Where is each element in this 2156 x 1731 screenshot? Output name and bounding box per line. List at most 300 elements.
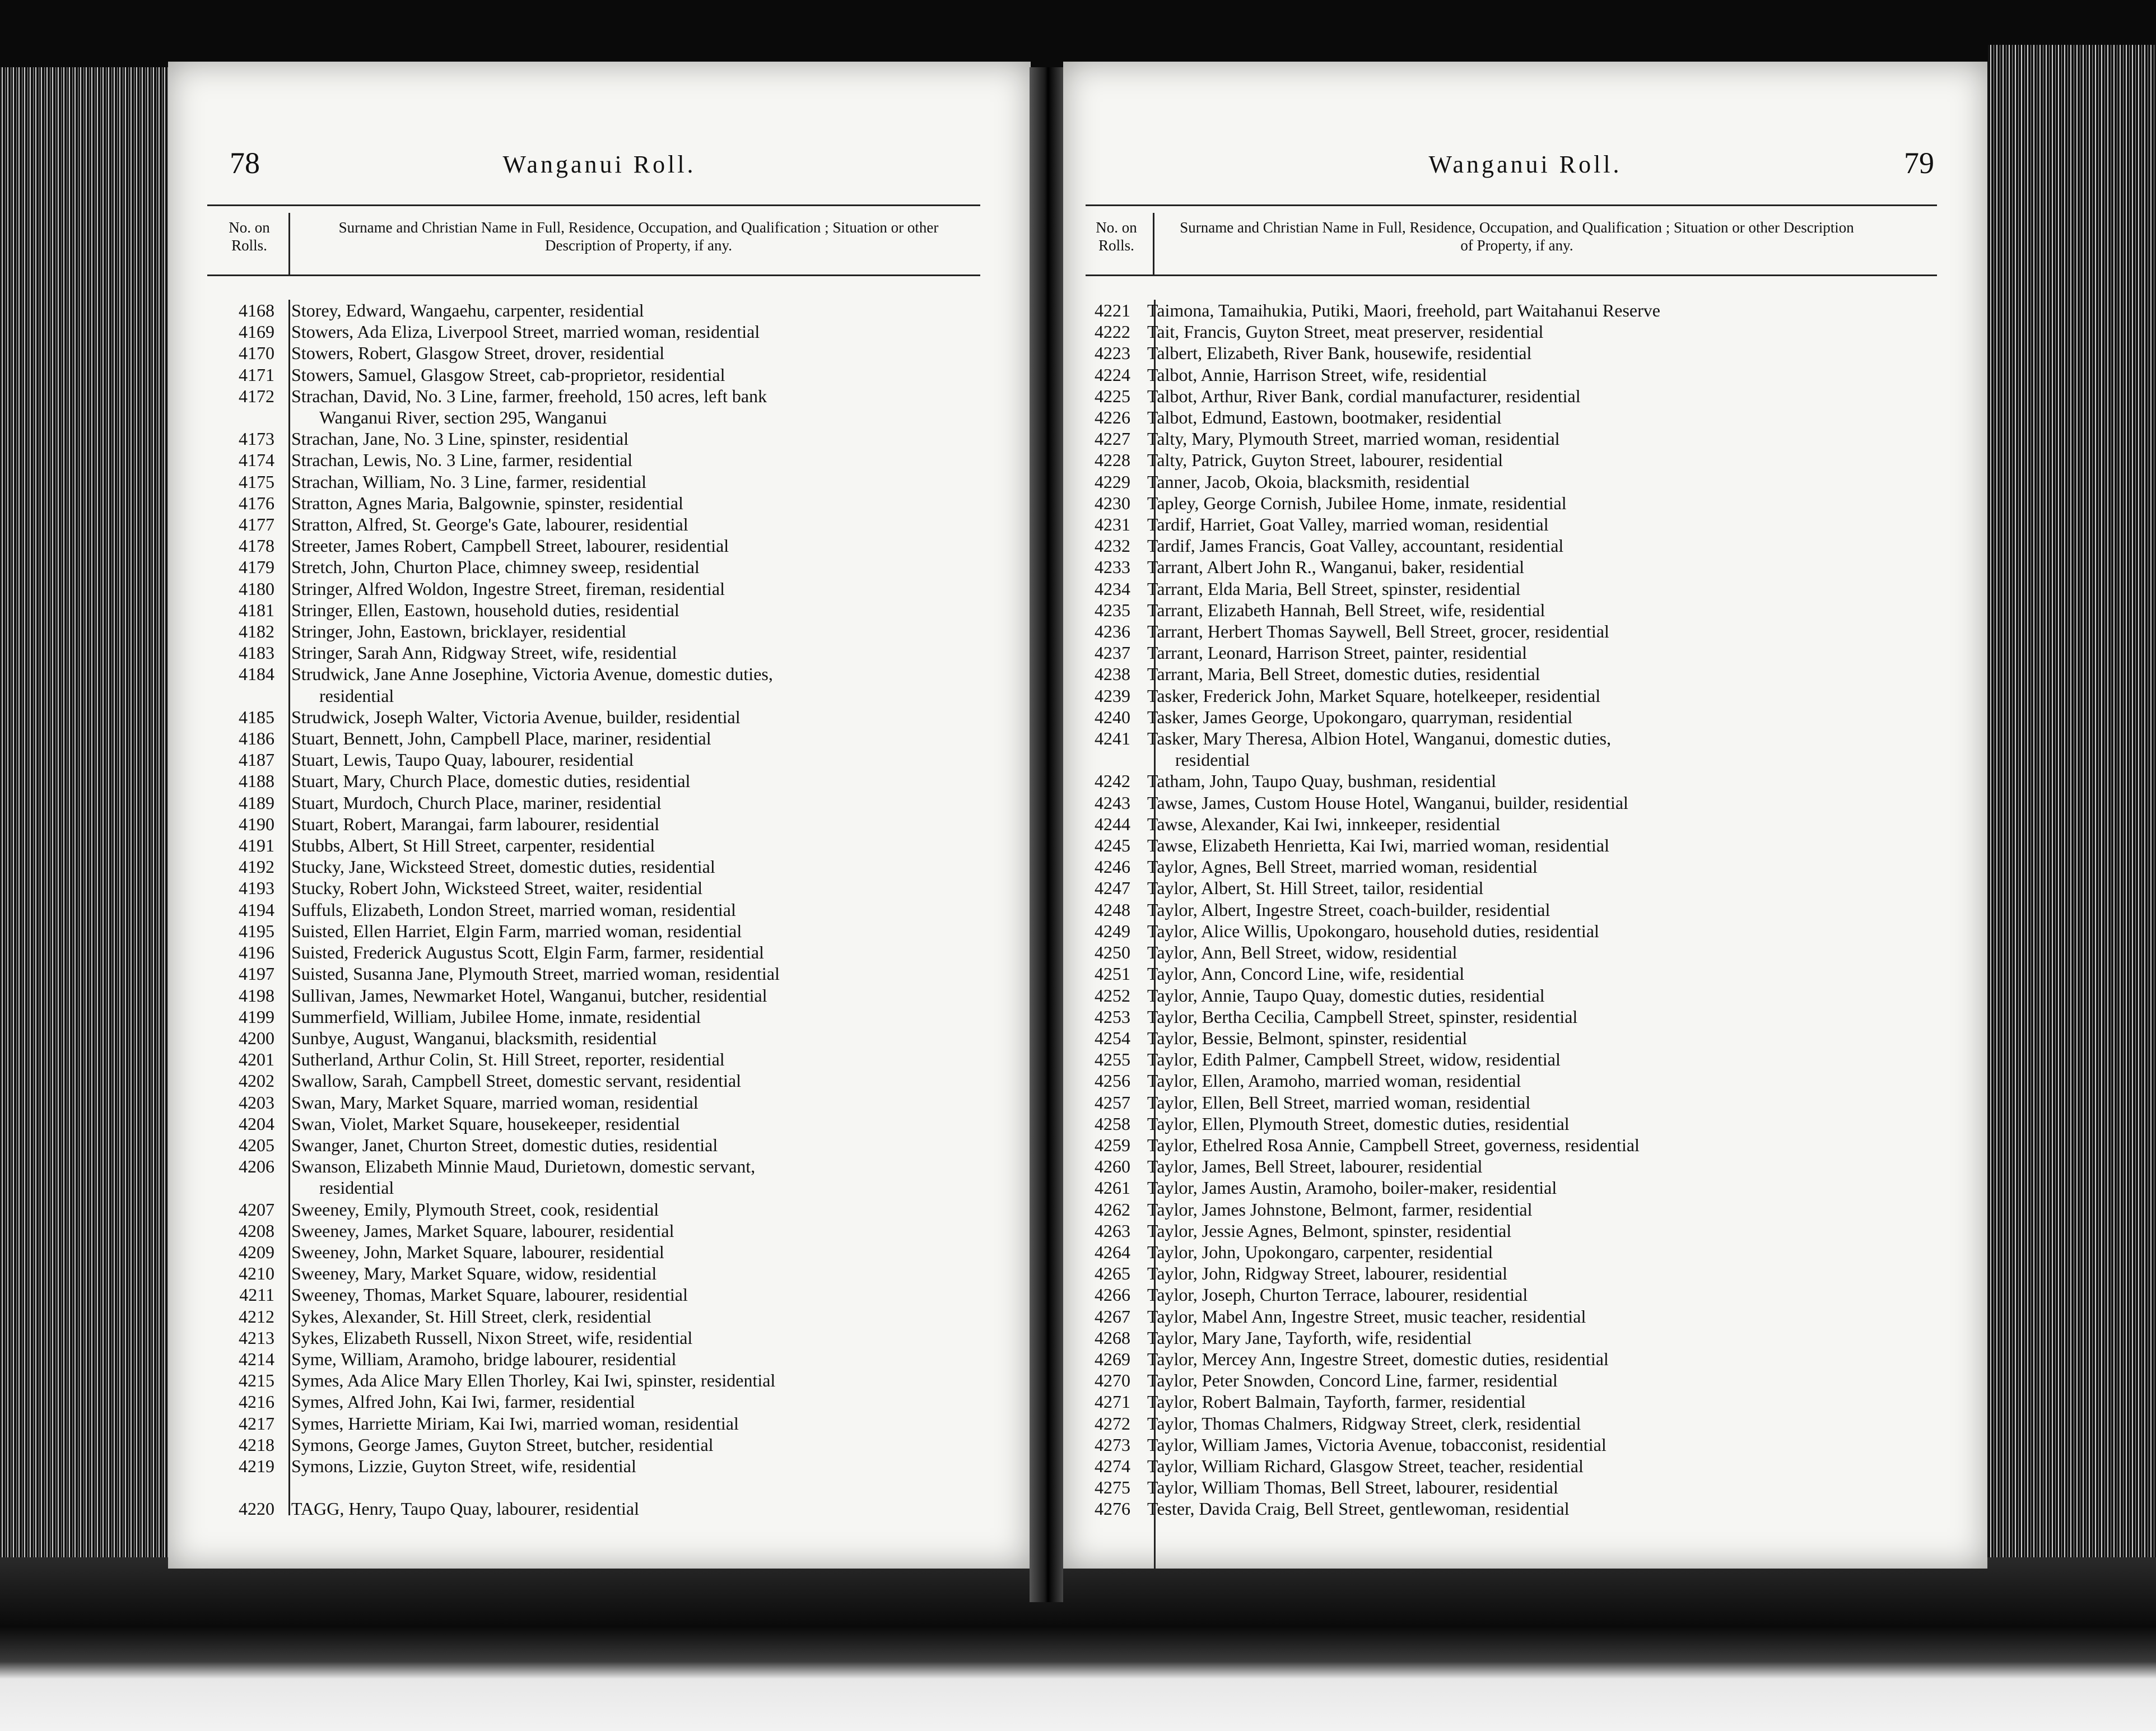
list-item <box>1063 792 1987 813</box>
list-item <box>1063 1220 1987 1241</box>
entry-text <box>291 385 1031 428</box>
entry-line: Strachan, David, No. 3 Line, farmer, freehold, 150 acres, left bank <box>291 385 767 406</box>
entry-line: TAGG, Henry, Taupo Quay, labourer, residential <box>291 1499 639 1519</box>
entry-line: Symons, George James, Guyton Street, butcher, residential <box>291 1434 714 1455</box>
entry-line: Taylor, John, Ridgway Street, labourer, residential <box>1147 1263 1508 1284</box>
entry-line: Tawse, Alexander, Kai Iwi, innkeeper, residential <box>1147 813 1501 834</box>
entry-text <box>1147 599 1987 621</box>
roll-number: 4246 <box>1095 857 1130 877</box>
entry-line: Stuart, Mary, Church Place, domestic duties, residential <box>291 771 691 792</box>
roll-number: 4225 <box>1095 385 1130 406</box>
entry-text <box>1147 556 1987 578</box>
list-item <box>207 385 1031 428</box>
entry-text <box>291 1391 1031 1412</box>
roll-number: 4258 <box>1095 1113 1130 1134</box>
entry-line: Tatham, John, Taupo Quay, bushman, residential <box>1147 771 1496 792</box>
entry-line: Stowers, Ada Eliza, Liverpool Street, married woman, residential <box>291 322 760 342</box>
entry-line: Tarrant, Elda Maria, Bell Street, spinster, residential <box>1147 578 1521 599</box>
roll-number: 4181 <box>239 599 274 620</box>
roll-number: 4228 <box>1095 450 1130 471</box>
column-header <box>1086 218 1937 263</box>
roll-number: 4260 <box>1095 1156 1130 1177</box>
entry-line: Talbert, Elizabeth, River Bank, housewife, residential <box>1147 343 1532 364</box>
list-item <box>1063 492 1987 514</box>
entry-line: Taylor, Agnes, Bell Street, married woman, residential <box>1147 857 1538 877</box>
entry-line: Taylor, William James, Victoria Avenue, tobacconist, residential <box>1147 1434 1606 1455</box>
list-item <box>1063 578 1987 599</box>
entry-text <box>1147 899 1987 920</box>
roll-number: 4217 <box>239 1413 274 1434</box>
roll-number: 4176 <box>239 492 274 513</box>
column-header-description: Surname and Christian Name in Full, Residence, Occupation, and Qualification ; Situation or other Description of Property, if any. <box>338 219 939 254</box>
entry-text <box>1147 621 1987 642</box>
entry-line: Tester, Davida Craig, Bell Street, gentlewoman, residential <box>1147 1499 1570 1519</box>
entry-text <box>1147 364 1987 385</box>
list-item <box>1063 1113 1987 1134</box>
entry-text <box>1147 1498 1987 1519</box>
entry-text <box>1147 1199 1987 1220</box>
entry-text <box>291 1220 1031 1241</box>
entry-text <box>291 556 1031 578</box>
entry-line: Sunbye, August, Wanganui, blacksmith, residential <box>291 1027 657 1048</box>
book-spine <box>1030 67 1063 1602</box>
entry-text <box>291 642 1031 663</box>
list-item <box>207 1498 1031 1519</box>
entry-line: Sullivan, James, Newmarket Hotel, Wanganui, butcher, residential <box>291 985 767 1006</box>
roll-number: 4261 <box>1095 1178 1130 1198</box>
roll-number: 4240 <box>1095 706 1130 727</box>
entry-text <box>291 877 1031 899</box>
roll-number: 4222 <box>1095 322 1130 342</box>
list-item <box>1063 342 1987 364</box>
list-item <box>1063 1070 1987 1091</box>
list-item <box>1063 770 1987 792</box>
entry-line: Stuart, Murdoch, Church Place, mariner, residential <box>291 792 662 813</box>
roll-number: 4238 <box>1095 664 1130 685</box>
entry-line: Stringer, Alfred Woldon, Ingestre Street, fireman, residential <box>291 578 725 599</box>
list-item <box>207 1306 1031 1327</box>
roll-number: 4206 <box>239 1156 274 1177</box>
entry-text <box>1147 300 1987 321</box>
roll-number: 4168 <box>239 300 274 320</box>
roll-number: 4273 <box>1095 1434 1130 1455</box>
entry-line: Sweeney, Mary, Market Square, widow, residential <box>291 1263 657 1284</box>
entry-line: Tawse, James, Custom House Hotel, Wanganui, builder, residential <box>1147 792 1628 813</box>
roll-number: 4264 <box>1095 1241 1130 1262</box>
roll-number: 4196 <box>239 942 274 963</box>
entry-text <box>1147 920 1987 942</box>
list-item <box>207 1391 1031 1412</box>
entry-text <box>291 1306 1031 1327</box>
entry-text <box>291 1498 1031 1519</box>
roll-number: 4259 <box>1095 1134 1130 1155</box>
entry-text <box>1147 449 1987 471</box>
page-edges-right <box>1988 45 2156 1591</box>
page-header <box>168 146 1031 190</box>
roll-number: 4248 <box>1095 899 1130 920</box>
list-item <box>207 663 1031 706</box>
entry-text <box>291 428 1031 449</box>
entry-text <box>291 1327 1031 1348</box>
entry-line: Taylor, Mary Jane, Tayforth, wife, residential <box>1147 1327 1472 1348</box>
entry-text <box>1147 492 1987 514</box>
column-header-number: No. on Rolls. <box>1096 219 1137 254</box>
entry-line: Tait, Francis, Guyton Street, meat preserver, residential <box>1147 322 1544 342</box>
column-header <box>207 218 980 263</box>
entry-text <box>1147 1027 1987 1049</box>
list-item <box>207 1199 1031 1220</box>
entry-text <box>291 1370 1031 1391</box>
entry-line: Sykes, Alexander, St. Hill Street, clerk, residential <box>291 1306 652 1327</box>
entry-text <box>1147 1241 1987 1263</box>
entry-text <box>291 856 1031 877</box>
entry-line: Stubbs, Albert, St Hill Street, carpenter, residential <box>291 835 655 856</box>
entry-line: Talty, Mary, Plymouth Street, married woman, residential <box>1147 429 1560 449</box>
entry-text <box>291 1413 1031 1434</box>
entry-line: Taylor, Bessie, Belmont, spinster, residential <box>1147 1027 1468 1048</box>
entry-line: Swanson, Elizabeth Minnie Maud, Durietown, domestic servant, <box>291 1156 756 1177</box>
roll-number: 4252 <box>1095 985 1130 1006</box>
list-item <box>207 877 1031 899</box>
entry-text <box>1147 792 1987 813</box>
entry-line: Talbot, Arthur, River Bank, cordial manufacturer, residential <box>1147 385 1581 406</box>
list-item <box>1063 556 1987 578</box>
list-item <box>207 1348 1031 1370</box>
entry-text <box>291 1006 1031 1027</box>
entry-text <box>1147 728 1987 770</box>
entry-line: Strachan, Lewis, No. 3 Line, farmer, residential <box>291 450 633 471</box>
column-divider <box>288 213 290 274</box>
entry-text <box>291 728 1031 749</box>
roll-number: 4266 <box>1095 1285 1130 1305</box>
entry-continuation: Wanganui River, section 295, Wanganui <box>319 407 607 428</box>
entry-line: Stringer, Ellen, Eastown, household duties, residential <box>291 599 679 620</box>
list-item <box>207 1241 1031 1263</box>
roll-number: 4223 <box>1095 343 1130 364</box>
entry-text <box>291 514 1031 535</box>
roll-number: 4183 <box>239 643 274 663</box>
entry-line: Tawse, Elizabeth Henrietta, Kai Iwi, married woman, residential <box>1147 835 1609 856</box>
entry-text <box>291 1199 1031 1220</box>
roll-number: 4171 <box>239 364 274 385</box>
entry-line: Taylor, Robert Balmain, Tayforth, farmer, residential <box>1147 1392 1526 1412</box>
entry-list <box>1063 300 1987 1520</box>
entry-text <box>291 1263 1031 1284</box>
entry-text <box>1147 1070 1987 1091</box>
entry-text <box>1147 1306 1987 1327</box>
roll-number: 4188 <box>239 771 274 792</box>
list-item <box>207 963 1031 984</box>
roll-number: 4242 <box>1095 771 1130 792</box>
list-item <box>207 556 1031 578</box>
entry-line: Tarrant, Elizabeth Hannah, Bell Street, wife, residential <box>1147 599 1545 620</box>
entry-text <box>1147 578 1987 599</box>
entry-line: Sweeney, Thomas, Market Square, labourer, residential <box>291 1285 688 1305</box>
roll-number: 4256 <box>1095 1071 1130 1091</box>
entry-text <box>1147 1348 1987 1370</box>
list-item <box>1063 471 1987 492</box>
entry-line: Tarrant, Albert John R., Wanganui, baker, residential <box>1147 557 1525 578</box>
entry-line: Stratton, Alfred, St. George's Gate, labourer, residential <box>291 514 688 535</box>
entry-text <box>1147 1263 1987 1284</box>
list-item <box>1063 1006 1987 1027</box>
column-header-rule <box>1086 274 1937 276</box>
header-rule <box>207 204 980 206</box>
list-item <box>207 1220 1031 1241</box>
book-bottom-edge <box>0 1557 2156 1731</box>
entry-line: Stuart, Robert, Marangai, farm labourer, residential <box>291 813 660 834</box>
entry-continuation: residential <box>319 1178 394 1198</box>
entry-line: Tasker, Mary Theresa, Albion Hotel, Wanganui, domestic duties, <box>1147 728 1612 749</box>
list-item <box>1063 1049 1987 1070</box>
roll-number: 4235 <box>1095 599 1130 620</box>
entry-text <box>1147 1327 1987 1348</box>
list-item <box>207 835 1031 856</box>
entry-line: Stowers, Samuel, Glasgow Street, cab-proprietor, residential <box>291 364 725 385</box>
list-item <box>1063 642 1987 663</box>
roll-number: 4219 <box>239 1455 274 1476</box>
entry-line: Storey, Edward, Wangaehu, carpenter, residential <box>291 300 644 320</box>
entry-line: Taylor, John, Upokongaro, carpenter, residential <box>1147 1241 1493 1262</box>
page-edges-left <box>0 67 179 1591</box>
list-item <box>207 1370 1031 1391</box>
entry-line: Stringer, John, Eastown, bricklayer, residential <box>291 621 627 642</box>
entry-text <box>291 749 1031 770</box>
entry-text <box>291 1455 1031 1477</box>
roll-number: 4193 <box>239 878 274 899</box>
entry-line: Taylor, Ellen, Bell Street, married woman, residential <box>1147 1092 1531 1113</box>
entry-line: Strachan, William, No. 3 Line, farmer, residential <box>291 471 646 492</box>
list-item <box>207 770 1031 792</box>
column-header-rule <box>207 274 980 276</box>
entry-text <box>1147 856 1987 877</box>
list-item <box>207 792 1031 813</box>
list-item <box>207 578 1031 599</box>
entry-line: Tarrant, Herbert Thomas Saywell, Bell Street, grocer, residential <box>1147 621 1609 642</box>
roll-number: 4244 <box>1095 813 1130 834</box>
entry-text <box>291 492 1031 514</box>
list-item <box>207 728 1031 749</box>
list-item <box>207 342 1031 364</box>
roll-number: 4187 <box>239 750 274 770</box>
roll-number: 4175 <box>239 471 274 492</box>
roll-number: 4257 <box>1095 1092 1130 1113</box>
entry-text <box>1147 1477 1987 1498</box>
roll-number: 4243 <box>1095 792 1130 813</box>
list-item <box>1063 1241 1987 1263</box>
list-item <box>207 749 1031 770</box>
entry-line: Suisted, Ellen Harriet, Elgin Farm, married woman, residential <box>291 920 742 941</box>
entry-text <box>1147 1113 1987 1134</box>
entry-text <box>1147 535 1987 556</box>
list-item <box>1063 1306 1987 1327</box>
roll-number: 4179 <box>239 557 274 578</box>
roll-number: 4204 <box>239 1113 274 1134</box>
entry-text <box>291 942 1031 963</box>
entry-text <box>291 578 1031 599</box>
roll-number: 4215 <box>239 1370 274 1391</box>
entry-text <box>1147 1455 1987 1477</box>
roll-number: 4265 <box>1095 1263 1130 1284</box>
entry-line: Taylor, Annie, Taupo Quay, domestic duties, residential <box>1147 985 1545 1006</box>
roll-number: 4233 <box>1095 557 1130 578</box>
roll-number: 4267 <box>1095 1306 1130 1327</box>
entry-text <box>291 1070 1031 1091</box>
page-number: 79 <box>1904 146 1934 180</box>
roll-number: 4203 <box>239 1092 274 1113</box>
roll-number: 4241 <box>1095 728 1130 749</box>
entry-text <box>291 535 1031 556</box>
entry-line: Sweeney, Emily, Plymouth Street, cook, residential <box>291 1199 659 1220</box>
roll-number: 4180 <box>239 578 274 599</box>
entry-text <box>1147 1049 1987 1070</box>
roll-number: 4268 <box>1095 1327 1130 1348</box>
roll-number: 4247 <box>1095 878 1130 899</box>
entry-text <box>291 1434 1031 1455</box>
list-item <box>1063 856 1987 877</box>
roll-number: 4170 <box>239 343 274 364</box>
entry-text <box>291 1156 1031 1198</box>
entry-text <box>1147 407 1987 428</box>
roll-number: 4230 <box>1095 492 1130 513</box>
list-item <box>1063 1498 1987 1519</box>
list-item <box>1063 963 1987 984</box>
roll-number: 4234 <box>1095 578 1130 599</box>
entry-text <box>1147 663 1987 685</box>
entry-text <box>1147 1092 1987 1113</box>
entry-line: Syme, William, Aramoho, bridge labourer, residential <box>291 1348 677 1369</box>
roll-number: 4250 <box>1095 942 1130 963</box>
list-item <box>1063 877 1987 899</box>
roll-number: 4239 <box>1095 685 1130 706</box>
entry-text <box>291 300 1031 321</box>
entry-line: Swanger, Janet, Churton Street, domestic duties, residential <box>291 1134 718 1155</box>
entry-text <box>1147 1156 1987 1177</box>
roll-number: 4272 <box>1095 1413 1130 1434</box>
roll-number: 4202 <box>239 1071 274 1091</box>
entry-line: Taimona, Tamaihukia, Putiki, Maori, freehold, part Waitahanui Reserve <box>1147 300 1660 320</box>
list-item <box>1063 813 1987 835</box>
roll-number: 4254 <box>1095 1027 1130 1048</box>
list-item <box>207 321 1031 342</box>
roll-number: 4173 <box>239 429 274 449</box>
header-rule <box>1086 204 1937 206</box>
entry-text <box>291 963 1031 984</box>
list-item <box>207 899 1031 920</box>
entry-text <box>291 770 1031 792</box>
roll-number: 4199 <box>239 1006 274 1027</box>
list-item <box>1063 1263 1987 1284</box>
entry-line: Stringer, Sarah Ann, Ridgway Street, wife, residential <box>291 643 677 663</box>
entry-text <box>1147 985 1987 1006</box>
entry-line: Streeter, James Robert, Campbell Street, labourer, residential <box>291 536 729 556</box>
list-item <box>207 642 1031 663</box>
list-item <box>1063 1134 1987 1156</box>
column-header-description: Surname and Christian Name in Full, Residence, Occupation, and Qualification ; Situation or other Description of Property, if any. <box>1180 219 1854 254</box>
list-item <box>1063 1413 1987 1434</box>
list-item <box>1063 321 1987 342</box>
entry-line: Sweeney, John, Market Square, labourer, residential <box>291 1241 664 1262</box>
list-item <box>1063 685 1987 706</box>
entry-text <box>1147 1370 1987 1391</box>
entry-line: Symons, Lizzie, Guyton Street, wife, residential <box>291 1455 636 1476</box>
entry-text <box>1147 1177 1987 1198</box>
list-item <box>1063 407 1987 428</box>
left-page <box>168 62 1031 1569</box>
roll-number: 4174 <box>239 450 274 471</box>
entry-line: Taylor, Albert, Ingestre Street, coach-builder, residential <box>1147 899 1550 920</box>
entry-line: Sweeney, James, Market Square, labourer, residential <box>291 1220 674 1241</box>
entry-text <box>291 706 1031 728</box>
list-item <box>1063 920 1987 942</box>
entry-line: Swallow, Sarah, Campbell Street, domestic servant, residential <box>291 1071 742 1091</box>
entry-line: Suisted, Frederick Augustus Scott, Elgin Farm, farmer, residential <box>291 942 764 963</box>
roll-number: 4209 <box>239 1241 274 1262</box>
entry-line: Tardif, Harriet, Goat Valley, married woman, residential <box>1147 514 1549 535</box>
entry-line: Sutherland, Arthur Colin, St. Hill Street, reporter, residential <box>291 1049 725 1070</box>
entry-text <box>291 663 1031 706</box>
list-item <box>207 1070 1031 1091</box>
entry-text <box>1147 471 1987 492</box>
entry-line: Taylor, Ethelred Rosa Annie, Campbell Street, governess, residential <box>1147 1134 1640 1155</box>
entry-line: Talbot, Edmund, Eastown, bootmaker, residential <box>1147 407 1502 428</box>
entry-list <box>207 300 1031 1519</box>
roll-number: 4236 <box>1095 621 1130 642</box>
roll-number: 4232 <box>1095 536 1130 556</box>
list-item <box>1063 1199 1987 1220</box>
entry-text <box>1147 770 1987 792</box>
entry-text <box>291 471 1031 492</box>
list-item <box>207 706 1031 728</box>
list-item <box>1063 985 1987 1006</box>
entry-text <box>291 835 1031 856</box>
list-item <box>207 364 1031 385</box>
entry-line: Stuart, Bennett, John, Campbell Place, mariner, residential <box>291 728 711 749</box>
roll-number: 4190 <box>239 813 274 834</box>
roll-number: 4213 <box>239 1327 274 1348</box>
entry-line: Taylor, Ann, Concord Line, wife, residential <box>1147 964 1465 984</box>
entry-line: Tasker, Frederick John, Market Square, hotelkeeper, residential <box>1147 685 1601 706</box>
list-item <box>207 428 1031 449</box>
entry-line: Strudwick, Jane Anne Josephine, Victoria Avenue, domestic duties, <box>291 664 773 685</box>
list-item <box>1063 385 1987 407</box>
roll-number: 4200 <box>239 1027 274 1048</box>
entry-text <box>291 899 1031 920</box>
list-item <box>207 1006 1031 1027</box>
roll-number: 4198 <box>239 985 274 1006</box>
roll-number: 4178 <box>239 536 274 556</box>
roll-number: 4274 <box>1095 1455 1130 1476</box>
entry-line: Taylor, Edith Palmer, Campbell Street, widow, residential <box>1147 1049 1561 1070</box>
page-number: 78 <box>230 146 260 180</box>
entry-text <box>1147 1434 1987 1455</box>
entry-text <box>291 792 1031 813</box>
roll-number: 4185 <box>239 706 274 727</box>
list-item <box>1063 449 1987 471</box>
entry-line: Tapley, George Cornish, Jubilee Home, inmate, residential <box>1147 492 1567 513</box>
list-item <box>1063 1156 1987 1177</box>
roll-number: 4186 <box>239 728 274 749</box>
entry-text <box>291 813 1031 835</box>
list-item <box>1063 663 1987 685</box>
entry-text <box>1147 1413 1987 1434</box>
page-title: Wanganui Roll. <box>1428 151 1622 178</box>
entry-line: Taylor, James Austin, Aramoho, boiler-maker, residential <box>1147 1178 1557 1198</box>
entry-line: Taylor, Jessie Agnes, Belmont, spinster, residential <box>1147 1220 1512 1241</box>
entry-line: Swan, Violet, Market Square, housekeeper, residential <box>291 1113 680 1134</box>
roll-number: 4263 <box>1095 1220 1130 1241</box>
entry-text <box>1147 685 1987 706</box>
